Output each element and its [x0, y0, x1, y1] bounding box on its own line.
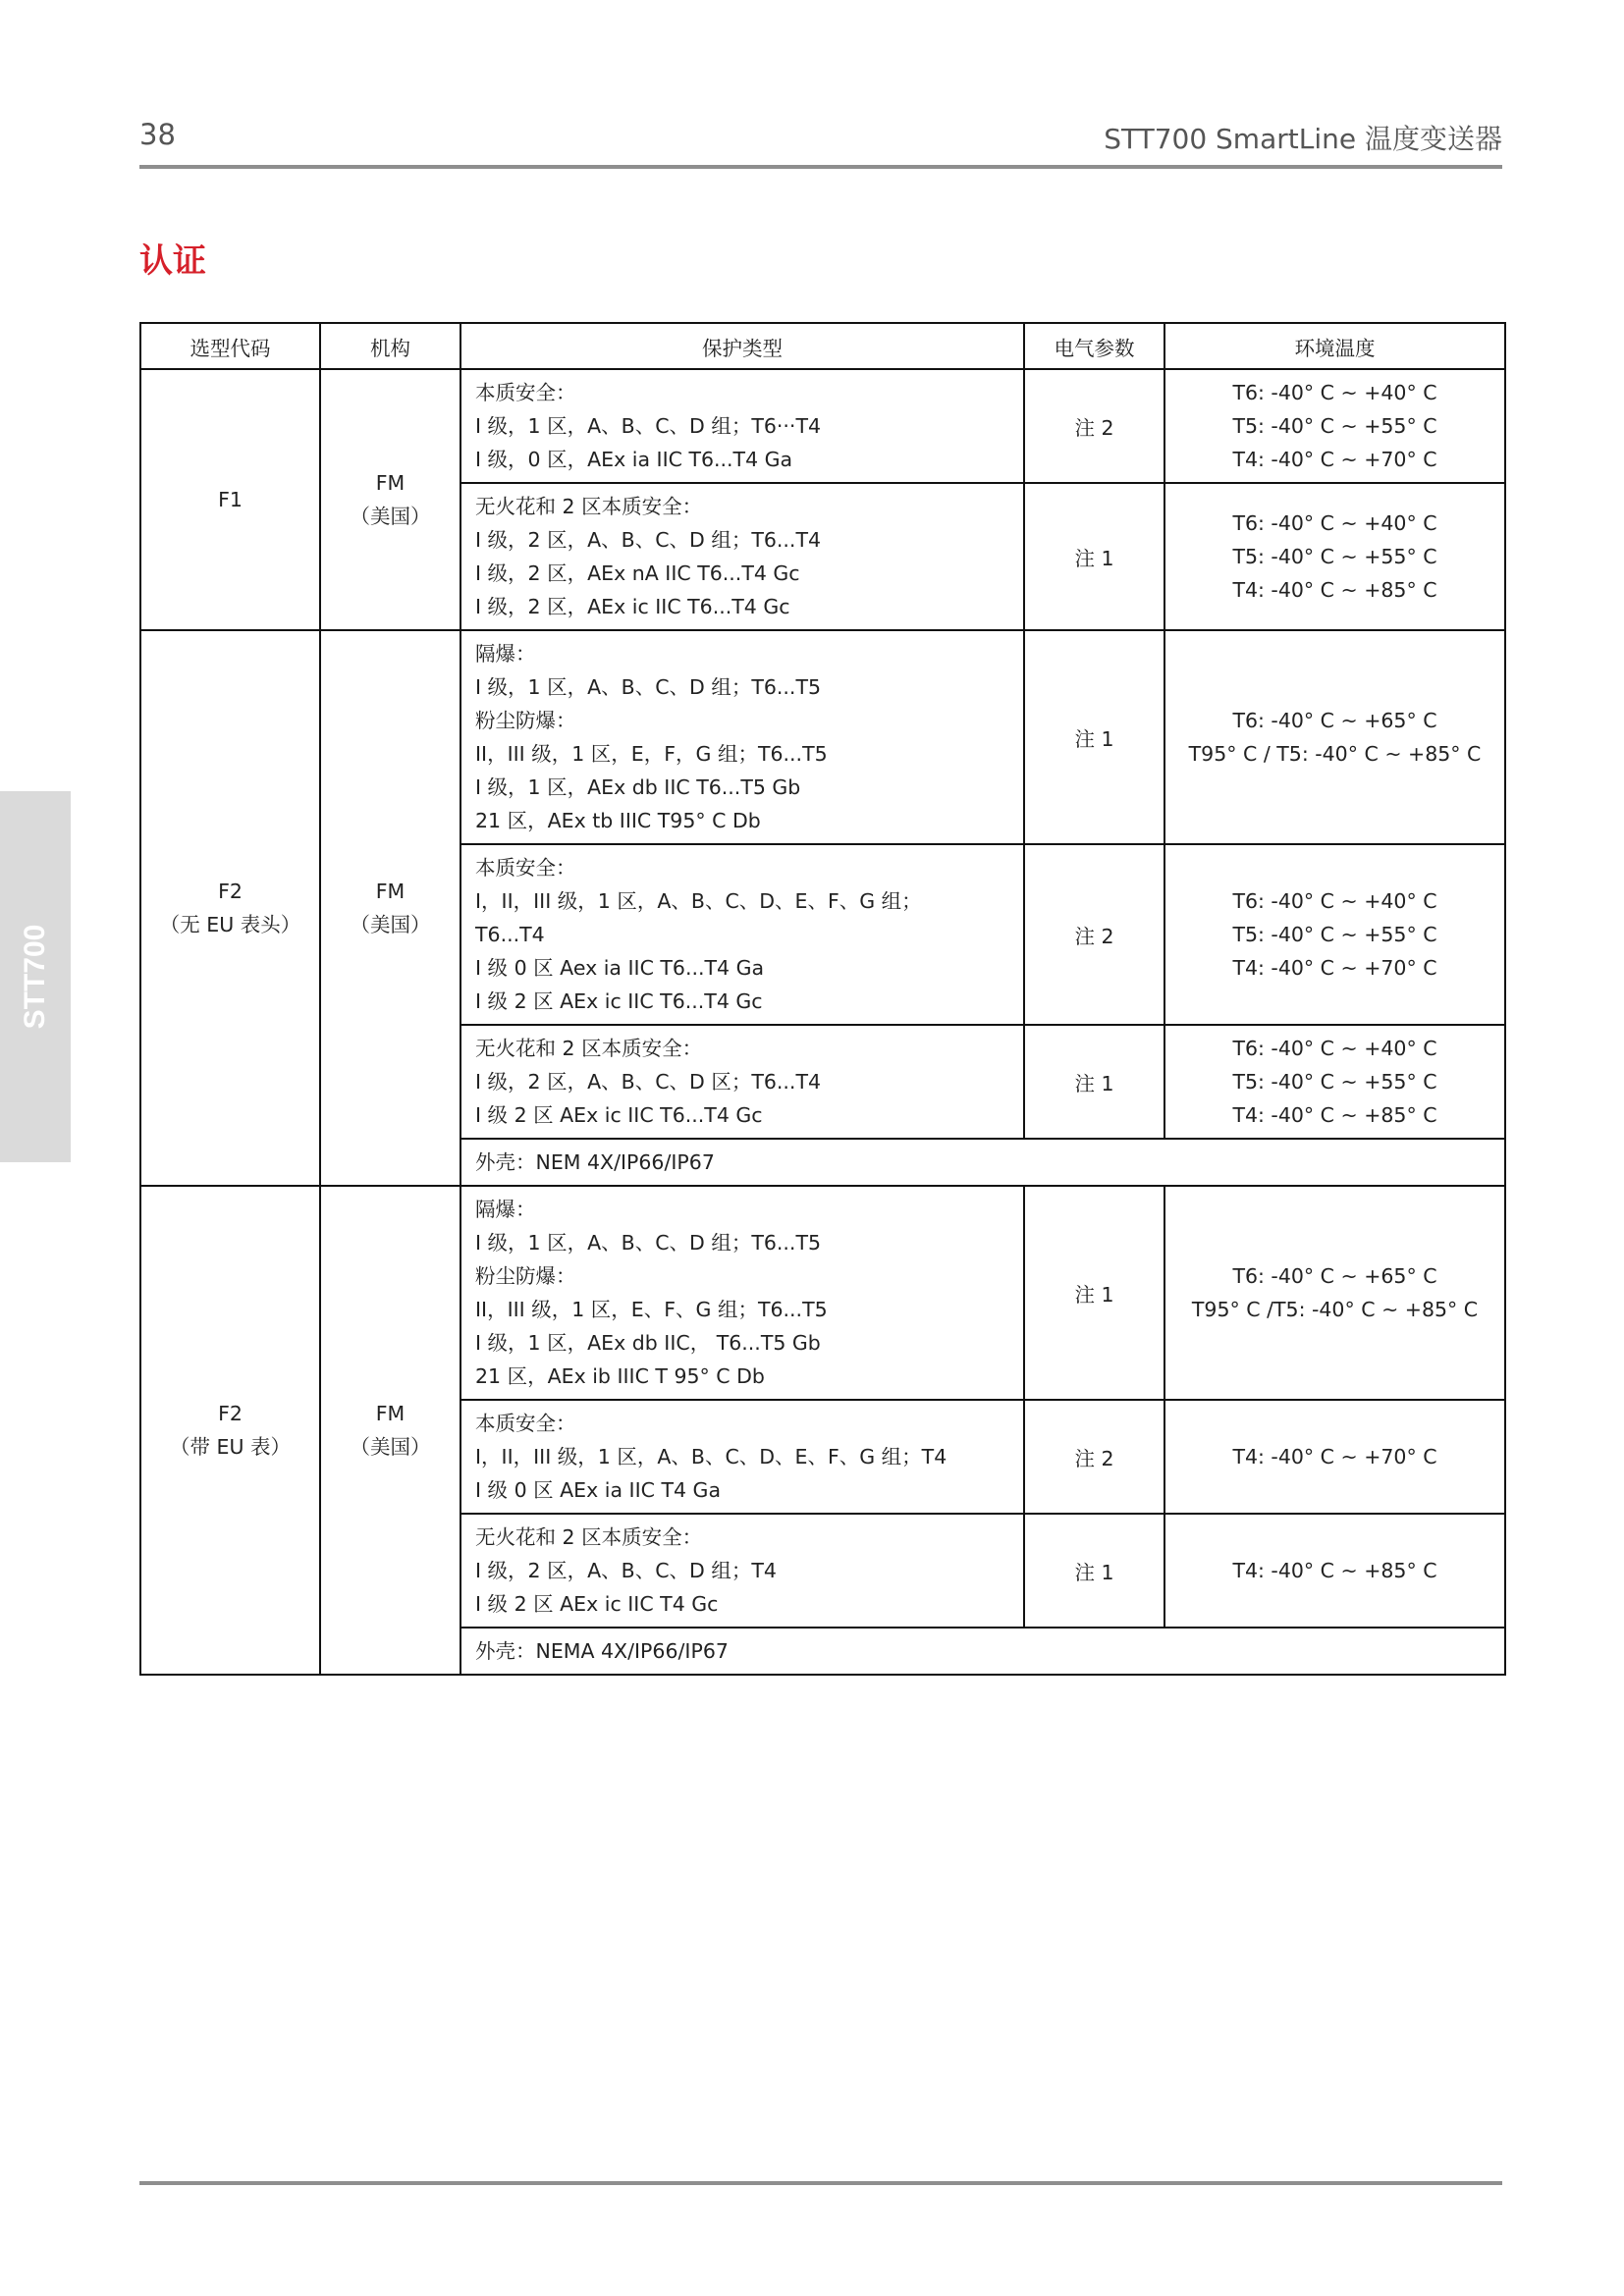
cell-protection-type-line: I 级，1 区，A、B、C、D 组；T6...T5	[475, 1231, 822, 1255]
cell-ambient-temperature-line: T5: -40° C ~ +55° C	[1232, 923, 1437, 946]
cell-agency-line: FM	[375, 880, 406, 903]
cell-ambient-temperature	[1164, 483, 1505, 630]
cell-protection-type	[460, 1514, 1024, 1628]
cell-electrical-params: 注 2	[1024, 1400, 1164, 1514]
cell-ambient-temperature	[1164, 1514, 1505, 1628]
cell-electrical-params: 注 2	[1024, 369, 1164, 483]
cell-ambient-temperature	[1164, 844, 1505, 1025]
cell-protection-type-line: I 级，1 区，AEx db IIC T6...T5 Gb	[475, 775, 801, 799]
cell-ambient-temperature-line: T95° C /T5: -40° C ~ +85° C	[1191, 1298, 1479, 1321]
cell-agency-line: （美国）	[350, 913, 431, 936]
cell-enclosure	[460, 1139, 1505, 1186]
cell-protection-type-line: I 级 2 区 AEx ic IIC T6...T4 Gc	[475, 1103, 763, 1127]
cell-protection-type-line: 粉尘防爆：	[475, 709, 576, 732]
cell-ambient-temperature-line: T6: -40° C ~ +40° C	[1232, 511, 1437, 535]
cell-protection-type-line: 21 区，AEx ib IIIC T 95° C Db	[475, 1364, 765, 1388]
cell-protection-type-line: I 级，1 区，A、B、C、D 组；T6...T5	[475, 675, 822, 699]
cell-agency-line: FM	[375, 1402, 406, 1425]
cell-ambient-temperature-line: T4: -40° C ~ +85° C	[1232, 578, 1437, 602]
cell-selection-code	[140, 369, 320, 630]
cell-ambient-temperature-line: T4: -40° C ~ +70° C	[1232, 1445, 1437, 1468]
cell-protection-type-line: I 级，0 区，AEx ia IIC T6...T4 Ga	[475, 448, 793, 471]
cell-protection-type-line: II，III 级，1 区，E，F，G 组；T6...T5	[475, 742, 828, 766]
cell-ambient-temperature-line: T6: -40° C ~ +40° C	[1232, 381, 1437, 404]
cell-agency	[320, 630, 460, 1186]
column-header-code: 选型代码	[140, 323, 320, 369]
cell-agency-line: （美国）	[350, 505, 431, 528]
cell-protection-type-line: 无火花和 2 区本质安全：	[475, 1037, 703, 1060]
cell-protection-type-line: 21 区，AEx tb IIIC T95° C Db	[475, 809, 761, 832]
table-row	[140, 369, 1505, 483]
cell-protection-type-line: I 级，1 区，AEx db IIC， T6...T5 Gb	[475, 1331, 821, 1355]
cell-ambient-temperature	[1164, 630, 1505, 844]
cell-protection-type	[460, 630, 1024, 844]
cell-protection-type-line: I 级，2 区，A、B、C、D 组；T4	[475, 1559, 777, 1582]
cell-protection-type-line: II，III 级，1 区，E、F、G 组；T6...T5	[475, 1298, 828, 1321]
cell-protection-type-line: I，II，III 级，1 区，A、B、C、D、E、F、G 组；	[475, 889, 922, 913]
column-header-protection: 保护类型	[460, 323, 1024, 369]
cell-electrical-params: 注 1	[1024, 483, 1164, 630]
cell-protection-type-line: 无火花和 2 区本质安全：	[475, 1525, 703, 1549]
column-header-electrical: 电气参数	[1024, 323, 1164, 369]
footer-rule	[139, 2181, 1502, 2185]
certification-table	[139, 322, 1506, 1676]
enclosure-rating: 外壳：NEM 4X/IP66/IP67	[475, 1150, 715, 1174]
cell-protection-type-line: I 级 0 区 AEx ia IIC T4 Ga	[475, 1478, 722, 1502]
column-header-agency: 机构	[320, 323, 460, 369]
cell-ambient-temperature-line: T4: -40° C ~ +70° C	[1232, 448, 1437, 471]
section-title: 认证	[139, 241, 206, 281]
cell-ambient-temperature	[1164, 1400, 1505, 1514]
cell-protection-type-line: 粉尘防爆：	[475, 1264, 576, 1288]
enclosure-rating: 外壳：NEMA 4X/IP66/IP67	[475, 1639, 729, 1663]
cell-ambient-temperature-line: T5: -40° C ~ +55° C	[1232, 1070, 1437, 1094]
cell-agency	[320, 369, 460, 630]
cell-agency-line: （美国）	[350, 1435, 431, 1459]
cell-ambient-temperature	[1164, 369, 1505, 483]
cell-electrical-params: 注 2	[1024, 844, 1164, 1025]
running-header-title: STT700 SmartLine 温度变送器	[1104, 123, 1502, 155]
cell-protection-type-line: I 级，2 区，AEx ic IIC T6...T4 Gc	[475, 595, 790, 618]
cell-protection-type-line: I 级，2 区，A、B、C、D 组；T6...T4	[475, 528, 822, 552]
table-header-row	[140, 323, 1505, 369]
cell-ambient-temperature-line: T95° C / T5: -40° C ~ +85° C	[1188, 742, 1482, 766]
side-tab-label: STT700	[19, 924, 51, 1030]
column-header-temperature: 环境温度	[1164, 323, 1505, 369]
cell-ambient-temperature	[1164, 1186, 1505, 1400]
cell-selection-code-line: F2	[218, 1402, 243, 1425]
cell-protection-type-line: 本质安全：	[475, 856, 576, 880]
cell-protection-type-line: I 级 2 区 AEx ic IIC T6...T4 Gc	[475, 989, 763, 1013]
cell-protection-type-line: I 级 0 区 Aex ia IIC T6...T4 Ga	[475, 956, 765, 980]
cell-protection-type	[460, 483, 1024, 630]
side-tab	[0, 791, 71, 1162]
cell-enclosure	[460, 1628, 1505, 1675]
cell-selection-code	[140, 1186, 320, 1675]
cell-electrical-params: 注 1	[1024, 1186, 1164, 1400]
cell-ambient-temperature-line: T6: -40° C ~ +65° C	[1232, 709, 1437, 732]
cell-ambient-temperature-line: T6: -40° C ~ +40° C	[1232, 889, 1437, 913]
cell-protection-type-line: I 级，2 区，AEx nA IIC T6...T4 Gc	[475, 561, 800, 585]
cell-protection-type	[460, 1025, 1024, 1139]
page-number: 38	[139, 118, 176, 151]
cell-selection-code-line: （无 EU 表头）	[159, 913, 301, 936]
cell-protection-type-line: 本质安全：	[475, 1412, 576, 1435]
cell-ambient-temperature-line: T5: -40° C ~ +55° C	[1232, 414, 1437, 438]
cell-protection-type	[460, 1186, 1024, 1400]
cell-agency-line: FM	[375, 471, 406, 495]
cell-ambient-temperature-line: T5: -40° C ~ +55° C	[1232, 545, 1437, 568]
cell-ambient-temperature-line: T4: -40° C ~ +85° C	[1232, 1103, 1437, 1127]
cell-electrical-params: 注 1	[1024, 630, 1164, 844]
cell-protection-type-line: 隔爆：	[475, 642, 536, 666]
cell-protection-type-line: I 级，1 区，A、B、C、D 组；T6···T4	[475, 414, 822, 438]
cell-protection-type-line: T6...T4	[475, 923, 545, 946]
cell-ambient-temperature-line: T6: -40° C ~ +65° C	[1232, 1264, 1437, 1288]
cell-selection-code-line: （带 EU 表）	[170, 1435, 291, 1459]
cell-ambient-temperature-line: T6: -40° C ~ +40° C	[1232, 1037, 1437, 1060]
table-body	[140, 369, 1505, 1675]
cell-protection-type-line: I 级，2 区，A、B、C、D 区；T6...T4	[475, 1070, 822, 1094]
cell-protection-type-line: 本质安全：	[475, 381, 576, 404]
cell-ambient-temperature	[1164, 1025, 1505, 1139]
cell-protection-type	[460, 369, 1024, 483]
cell-selection-code-line: F1	[218, 488, 243, 511]
cell-protection-type-line: 隔爆：	[475, 1198, 536, 1221]
table-row	[140, 1186, 1505, 1400]
cell-protection-type-line: I 级 2 区 AEx ic IIC T4 Gc	[475, 1592, 719, 1616]
cell-protection-type	[460, 844, 1024, 1025]
cell-ambient-temperature-line: T4: -40° C ~ +70° C	[1232, 956, 1437, 980]
cell-selection-code-line: F2	[218, 880, 243, 903]
cell-selection-code	[140, 630, 320, 1186]
cell-electrical-params: 注 1	[1024, 1025, 1164, 1139]
header-rule	[139, 165, 1502, 169]
cell-electrical-params: 注 1	[1024, 1514, 1164, 1628]
cell-agency	[320, 1186, 460, 1675]
cell-protection-type-line: I，II，III 级，1 区，A、B、C、D、E、F、G 组；T4	[475, 1445, 947, 1468]
cell-protection-type	[460, 1400, 1024, 1514]
cell-protection-type-line: 无火花和 2 区本质安全：	[475, 495, 703, 518]
table-row	[140, 630, 1505, 844]
cell-ambient-temperature-line: T4: -40° C ~ +85° C	[1232, 1559, 1437, 1582]
